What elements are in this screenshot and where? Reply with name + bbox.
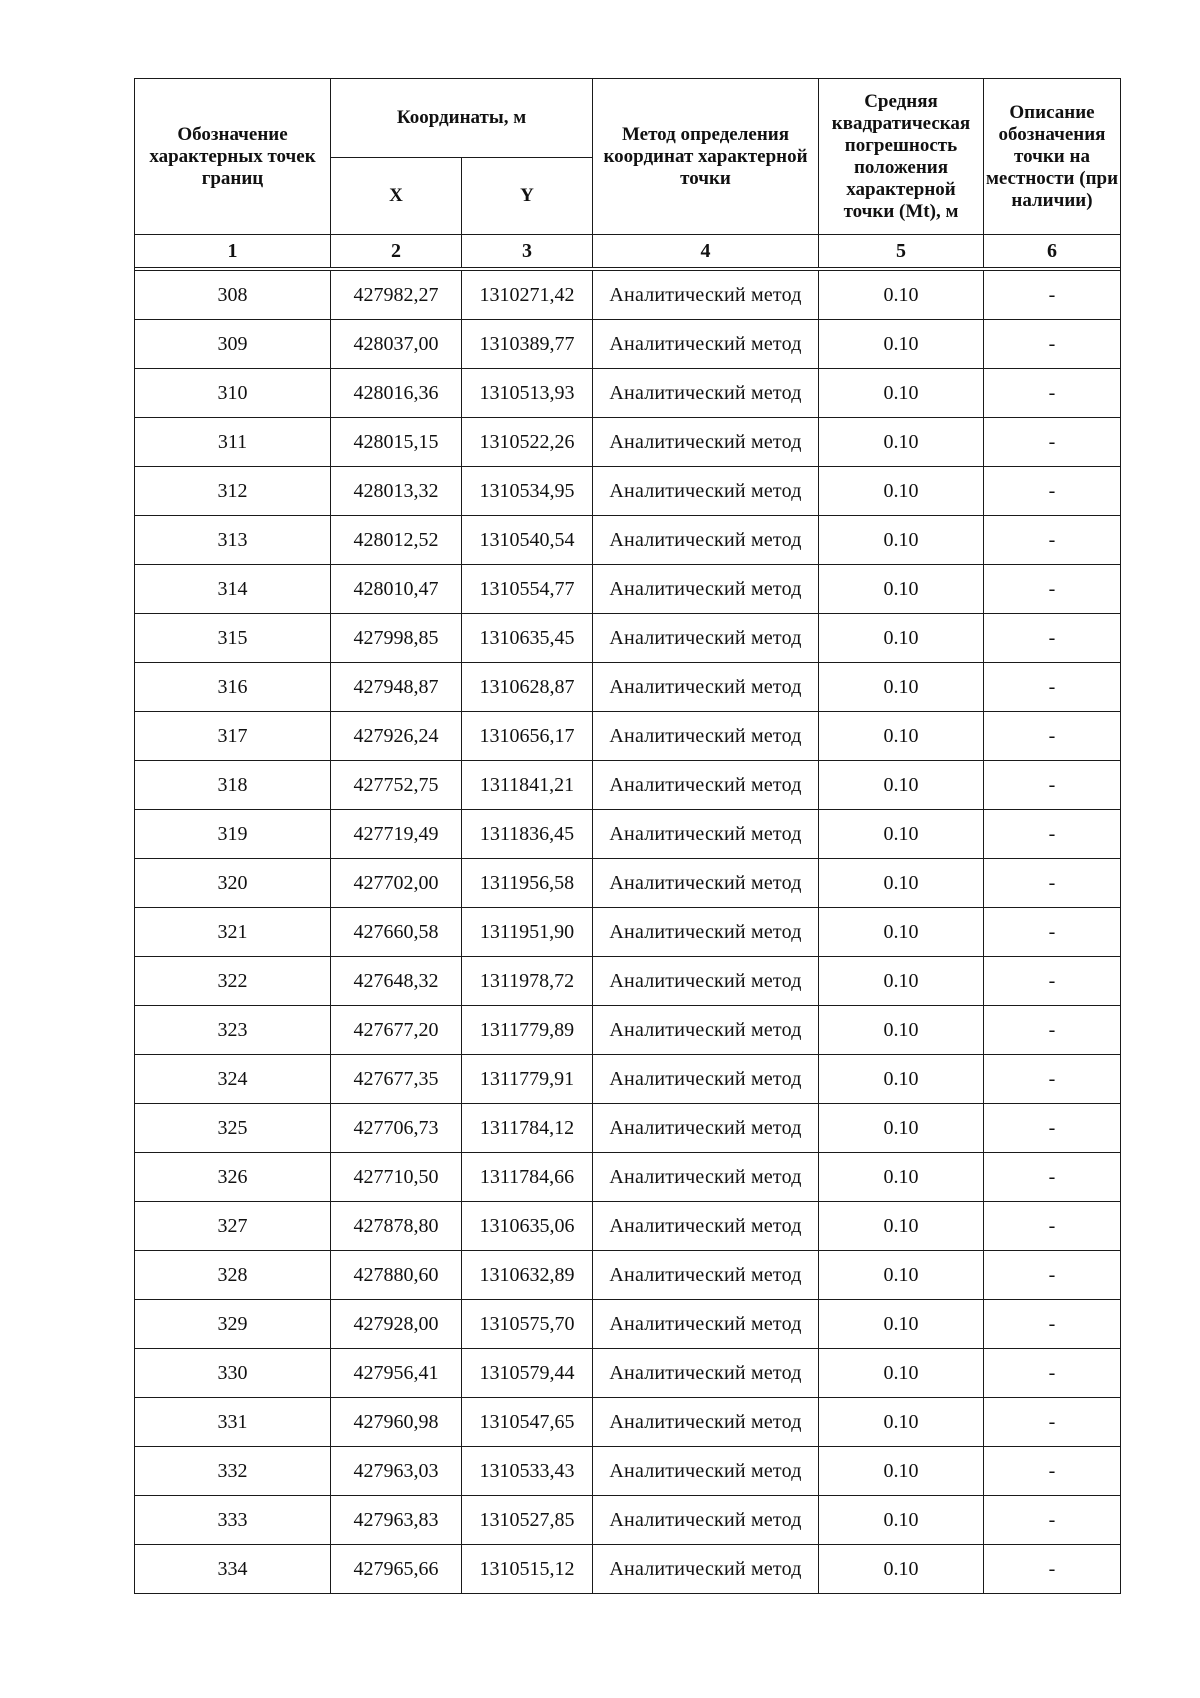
cell-error: 0.10 <box>819 565 984 614</box>
cell-x: 428012,52 <box>331 516 462 565</box>
cell-error: 0.10 <box>819 810 984 859</box>
table-row <box>135 1496 1121 1545</box>
cell-y: 1310656,17 <box>462 712 593 761</box>
cell-error: 0.10 <box>819 1251 984 1300</box>
cell-error: 0.10 <box>819 418 984 467</box>
cell-y: 1310389,77 <box>462 320 593 369</box>
cell-x: 427880,60 <box>331 1251 462 1300</box>
cell-x: 428010,47 <box>331 565 462 614</box>
cell-error: 0.10 <box>819 1055 984 1104</box>
cell-point: 317 <box>135 712 331 761</box>
cell-description: - <box>984 1006 1121 1055</box>
cell-y: 1310575,70 <box>462 1300 593 1349</box>
cell-point: 334 <box>135 1545 331 1594</box>
table-row <box>135 1153 1121 1202</box>
cell-y: 1311841,21 <box>462 761 593 810</box>
cell-description: - <box>984 418 1121 467</box>
cell-y: 1311784,12 <box>462 1104 593 1153</box>
coordinates-table <box>134 78 1121 1594</box>
cell-y: 1311779,91 <box>462 1055 593 1104</box>
cell-error: 0.10 <box>819 516 984 565</box>
table-row <box>135 565 1121 614</box>
cell-x: 427965,66 <box>331 1545 462 1594</box>
cell-point: 331 <box>135 1398 331 1447</box>
cell-y: 1310579,44 <box>462 1349 593 1398</box>
cell-description: - <box>984 1447 1121 1496</box>
cell-error: 0.10 <box>819 1153 984 1202</box>
cell-method: Аналитический метод <box>593 1447 819 1496</box>
cell-y: 1311978,72 <box>462 957 593 1006</box>
cell-method: Аналитический метод <box>593 271 819 320</box>
cell-description: - <box>984 1398 1121 1447</box>
cell-method: Аналитический метод <box>593 1006 819 1055</box>
cell-description: - <box>984 614 1121 663</box>
cell-x: 428037,00 <box>331 320 462 369</box>
cell-error: 0.10 <box>819 1104 984 1153</box>
cell-description: - <box>984 859 1121 908</box>
cell-point: 333 <box>135 1496 331 1545</box>
cell-x: 427948,87 <box>331 663 462 712</box>
cell-description: - <box>984 1545 1121 1594</box>
cell-error: 0.10 <box>819 1447 984 1496</box>
cell-point: 320 <box>135 859 331 908</box>
cell-y: 1310513,93 <box>462 369 593 418</box>
cell-y: 1310533,43 <box>462 1447 593 1496</box>
header-method: Метод определения координат характерной точки <box>593 79 819 235</box>
table-row <box>135 1006 1121 1055</box>
cell-description: - <box>984 663 1121 712</box>
cell-error: 0.10 <box>819 467 984 516</box>
cell-description: - <box>984 1202 1121 1251</box>
cell-x: 427982,27 <box>331 271 462 320</box>
cell-y: 1310515,12 <box>462 1545 593 1594</box>
column-numbers-row <box>135 235 1121 268</box>
table-row <box>135 1104 1121 1153</box>
column-number: 1 <box>135 235 331 268</box>
cell-y: 1310271,42 <box>462 271 593 320</box>
cell-method: Аналитический метод <box>593 1104 819 1153</box>
cell-point: 308 <box>135 271 331 320</box>
column-number: 5 <box>819 235 984 268</box>
cell-point: 322 <box>135 957 331 1006</box>
cell-point: 321 <box>135 908 331 957</box>
cell-error: 0.10 <box>819 320 984 369</box>
cell-method: Аналитический метод <box>593 761 819 810</box>
table-row <box>135 712 1121 761</box>
cell-y: 1310534,95 <box>462 467 593 516</box>
cell-method: Аналитический метод <box>593 369 819 418</box>
cell-description: - <box>984 516 1121 565</box>
cell-method: Аналитический метод <box>593 957 819 1006</box>
cell-y: 1310632,89 <box>462 1251 593 1300</box>
cell-point: 323 <box>135 1006 331 1055</box>
cell-method: Аналитический метод <box>593 859 819 908</box>
cell-description: - <box>984 1153 1121 1202</box>
cell-error: 0.10 <box>819 712 984 761</box>
table-row <box>135 418 1121 467</box>
cell-method: Аналитический метод <box>593 467 819 516</box>
cell-error: 0.10 <box>819 908 984 957</box>
cell-method: Аналитический метод <box>593 810 819 859</box>
cell-y: 1310635,06 <box>462 1202 593 1251</box>
cell-error: 0.10 <box>819 1545 984 1594</box>
cell-x: 427926,24 <box>331 712 462 761</box>
cell-description: - <box>984 1055 1121 1104</box>
cell-method: Аналитический метод <box>593 663 819 712</box>
table-header <box>135 79 1121 271</box>
cell-description: - <box>984 271 1121 320</box>
cell-error: 0.10 <box>819 1398 984 1447</box>
cell-x: 427677,20 <box>331 1006 462 1055</box>
cell-x: 427719,49 <box>331 810 462 859</box>
cell-point: 327 <box>135 1202 331 1251</box>
cell-method: Аналитический метод <box>593 1202 819 1251</box>
table-row <box>135 761 1121 810</box>
cell-method: Аналитический метод <box>593 1398 819 1447</box>
table-row <box>135 1202 1121 1251</box>
cell-point: 328 <box>135 1251 331 1300</box>
table-row <box>135 1447 1121 1496</box>
cell-error: 0.10 <box>819 1349 984 1398</box>
cell-method: Аналитический метод <box>593 908 819 957</box>
cell-description: - <box>984 957 1121 1006</box>
cell-x: 427963,03 <box>331 1447 462 1496</box>
cell-method: Аналитический метод <box>593 516 819 565</box>
cell-y: 1311784,66 <box>462 1153 593 1202</box>
cell-point: 318 <box>135 761 331 810</box>
table-row <box>135 810 1121 859</box>
cell-error: 0.10 <box>819 761 984 810</box>
cell-description: - <box>984 565 1121 614</box>
table-row <box>135 1349 1121 1398</box>
cell-point: 309 <box>135 320 331 369</box>
table-row <box>135 1398 1121 1447</box>
cell-description: - <box>984 1496 1121 1545</box>
header-description: Описание обозначения точки на местности (при наличии) <box>984 79 1121 235</box>
cell-x: 427998,85 <box>331 614 462 663</box>
cell-y: 1310554,77 <box>462 565 593 614</box>
table-row <box>135 1300 1121 1349</box>
cell-error: 0.10 <box>819 663 984 712</box>
table-row <box>135 663 1121 712</box>
cell-method: Аналитический метод <box>593 1153 819 1202</box>
cell-method: Аналитический метод <box>593 1496 819 1545</box>
table-row <box>135 1545 1121 1594</box>
table-row <box>135 369 1121 418</box>
cell-error: 0.10 <box>819 271 984 320</box>
table-row <box>135 908 1121 957</box>
cell-description: - <box>984 467 1121 516</box>
cell-point: 312 <box>135 467 331 516</box>
cell-x: 427706,73 <box>331 1104 462 1153</box>
cell-point: 316 <box>135 663 331 712</box>
cell-y: 1310522,26 <box>462 418 593 467</box>
cell-error: 0.10 <box>819 957 984 1006</box>
table-row <box>135 320 1121 369</box>
cell-description: - <box>984 712 1121 761</box>
header-point: Обозначение характерных точек границ <box>135 79 331 235</box>
cell-point: 329 <box>135 1300 331 1349</box>
header-coordinates: Координаты, м <box>331 79 593 158</box>
cell-x: 427660,58 <box>331 908 462 957</box>
cell-method: Аналитический метод <box>593 1349 819 1398</box>
cell-point: 311 <box>135 418 331 467</box>
cell-method: Аналитический метод <box>593 614 819 663</box>
cell-error: 0.10 <box>819 1006 984 1055</box>
cell-point: 313 <box>135 516 331 565</box>
table-row <box>135 859 1121 908</box>
cell-error: 0.10 <box>819 614 984 663</box>
cell-x: 427710,50 <box>331 1153 462 1202</box>
cell-method: Аналитический метод <box>593 712 819 761</box>
cell-error: 0.10 <box>819 1496 984 1545</box>
cell-error: 0.10 <box>819 369 984 418</box>
cell-description: - <box>984 810 1121 859</box>
cell-x: 427752,75 <box>331 761 462 810</box>
cell-x: 427677,35 <box>331 1055 462 1104</box>
cell-x: 427963,83 <box>331 1496 462 1545</box>
table-row <box>135 957 1121 1006</box>
cell-x: 427702,00 <box>331 859 462 908</box>
cell-description: - <box>984 1300 1121 1349</box>
header-y: Y <box>462 158 593 235</box>
header-x: X <box>331 158 462 235</box>
cell-y: 1310628,87 <box>462 663 593 712</box>
table-row <box>135 614 1121 663</box>
table-row <box>135 1251 1121 1300</box>
cell-y: 1311956,58 <box>462 859 593 908</box>
cell-y: 1310635,45 <box>462 614 593 663</box>
cell-description: - <box>984 908 1121 957</box>
cell-error: 0.10 <box>819 859 984 908</box>
cell-method: Аналитический метод <box>593 1055 819 1104</box>
cell-point: 315 <box>135 614 331 663</box>
cell-point: 310 <box>135 369 331 418</box>
cell-method: Аналитический метод <box>593 1251 819 1300</box>
column-number: 3 <box>462 235 593 268</box>
cell-point: 326 <box>135 1153 331 1202</box>
cell-x: 427960,98 <box>331 1398 462 1447</box>
cell-description: - <box>984 1251 1121 1300</box>
cell-point: 324 <box>135 1055 331 1104</box>
table-row <box>135 271 1121 320</box>
cell-point: 332 <box>135 1447 331 1496</box>
cell-description: - <box>984 320 1121 369</box>
cell-x: 428013,32 <box>331 467 462 516</box>
cell-method: Аналитический метод <box>593 1300 819 1349</box>
cell-y: 1311951,90 <box>462 908 593 957</box>
cell-point: 330 <box>135 1349 331 1398</box>
column-number: 4 <box>593 235 819 268</box>
table-row <box>135 1055 1121 1104</box>
cell-error: 0.10 <box>819 1202 984 1251</box>
cell-x: 427956,41 <box>331 1349 462 1398</box>
cell-point: 325 <box>135 1104 331 1153</box>
cell-y: 1310527,85 <box>462 1496 593 1545</box>
cell-error: 0.10 <box>819 1300 984 1349</box>
cell-method: Аналитический метод <box>593 1545 819 1594</box>
column-number: 6 <box>984 235 1121 268</box>
cell-point: 319 <box>135 810 331 859</box>
table-body <box>135 271 1121 1594</box>
cell-x: 427928,00 <box>331 1300 462 1349</box>
cell-x: 427648,32 <box>331 957 462 1006</box>
cell-y: 1310540,54 <box>462 516 593 565</box>
cell-y: 1311836,45 <box>462 810 593 859</box>
cell-x: 428015,15 <box>331 418 462 467</box>
header-error: Средняя квадратическая погрешность положения характерной точки (Mt), м <box>819 79 984 235</box>
cell-method: Аналитический метод <box>593 418 819 467</box>
cell-method: Аналитический метод <box>593 320 819 369</box>
table-row <box>135 516 1121 565</box>
cell-x: 428016,36 <box>331 369 462 418</box>
column-number: 2 <box>331 235 462 268</box>
cell-y: 1311779,89 <box>462 1006 593 1055</box>
cell-description: - <box>984 1104 1121 1153</box>
table-row <box>135 467 1121 516</box>
cell-point: 314 <box>135 565 331 614</box>
cell-y: 1310547,65 <box>462 1398 593 1447</box>
cell-description: - <box>984 1349 1121 1398</box>
cell-description: - <box>984 369 1121 418</box>
cell-x: 427878,80 <box>331 1202 462 1251</box>
cell-description: - <box>984 761 1121 810</box>
cell-method: Аналитический метод <box>593 565 819 614</box>
